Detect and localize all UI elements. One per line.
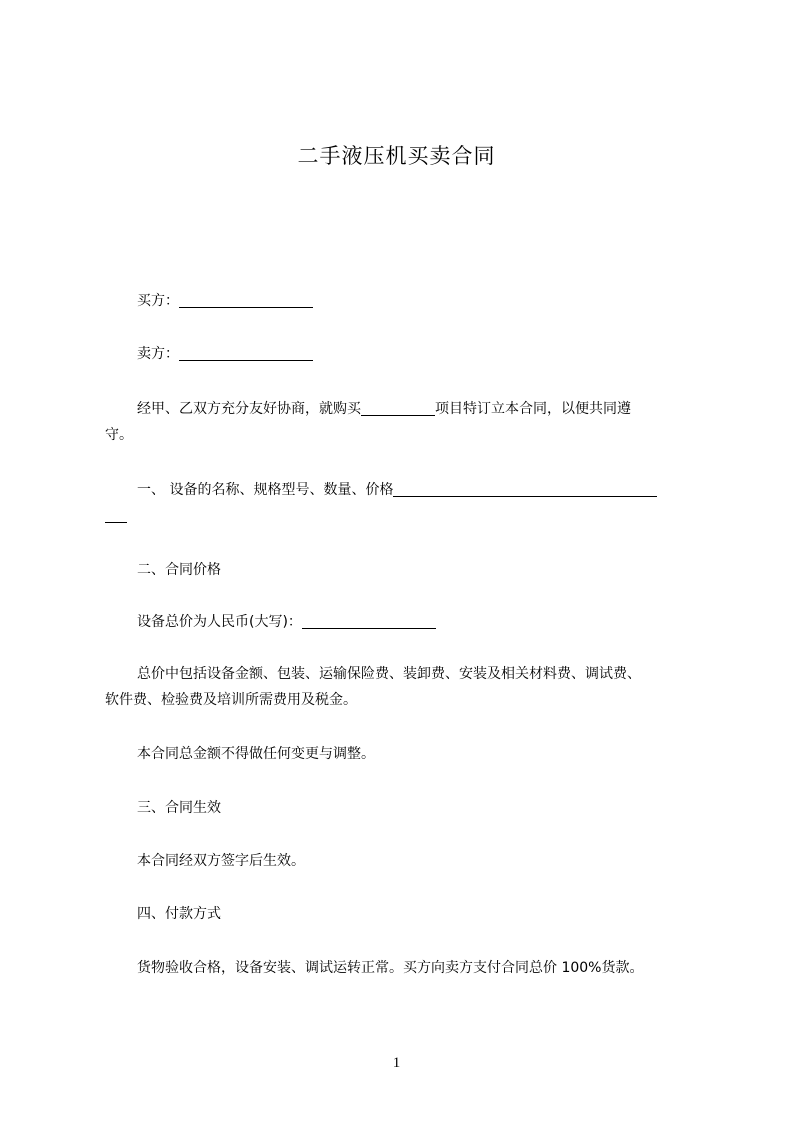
payment-text: 货物验收合格，设备安装、调试运转正常。买方向卖方支付合同总价 100%货款。	[137, 960, 644, 976]
seller-blank	[179, 346, 313, 361]
purchase-item-blank	[361, 401, 435, 416]
intro-part-1: 经甲、乙双方充分友好协商，就购买	[137, 401, 361, 417]
total-price-line	[137, 609, 436, 635]
section3-heading: 三、合同生效	[137, 800, 221, 816]
page-number: 1	[392, 1055, 401, 1071]
seller-line	[137, 341, 313, 367]
price-includes-line-2: 软件费、检验费及培训所需费用及税金。	[105, 692, 357, 708]
intro-line-2	[105, 422, 133, 448]
no-change-text: 本合同总金额不得做任何变更与调整。	[137, 746, 375, 762]
total-price-blank	[302, 614, 436, 629]
effective-text: 本合同经双方签字后生效。	[137, 853, 305, 869]
section1-line	[137, 477, 657, 503]
total-price-label: 设备总价为人民币(大写)：	[137, 614, 302, 630]
buyer-blank	[179, 293, 313, 308]
intro-part-3: 守。	[105, 427, 133, 443]
section1-blank-continued	[105, 508, 127, 523]
section1-heading: 一、 设备的名称、规格型号、数量、价格	[137, 482, 394, 498]
section2-heading: 二、合同价格	[137, 562, 221, 578]
buyer-line	[137, 288, 313, 314]
contract-title: 二手液压机买卖合同	[297, 144, 496, 168]
price-includes-line-1: 总价中包括设备金额、包装、运输保险费、装卸费、安装及相关材料费、调试费、	[137, 666, 641, 682]
section1-line-2	[105, 503, 127, 529]
section4-heading: 四、付款方式	[137, 906, 221, 922]
intro-line-1	[137, 396, 631, 422]
intro-part-2: 项目特订立本合同，以便共同遵	[435, 401, 631, 417]
buyer-label: 买方：	[137, 293, 179, 309]
section1-blank	[393, 482, 657, 497]
seller-label: 卖方：	[137, 346, 179, 362]
